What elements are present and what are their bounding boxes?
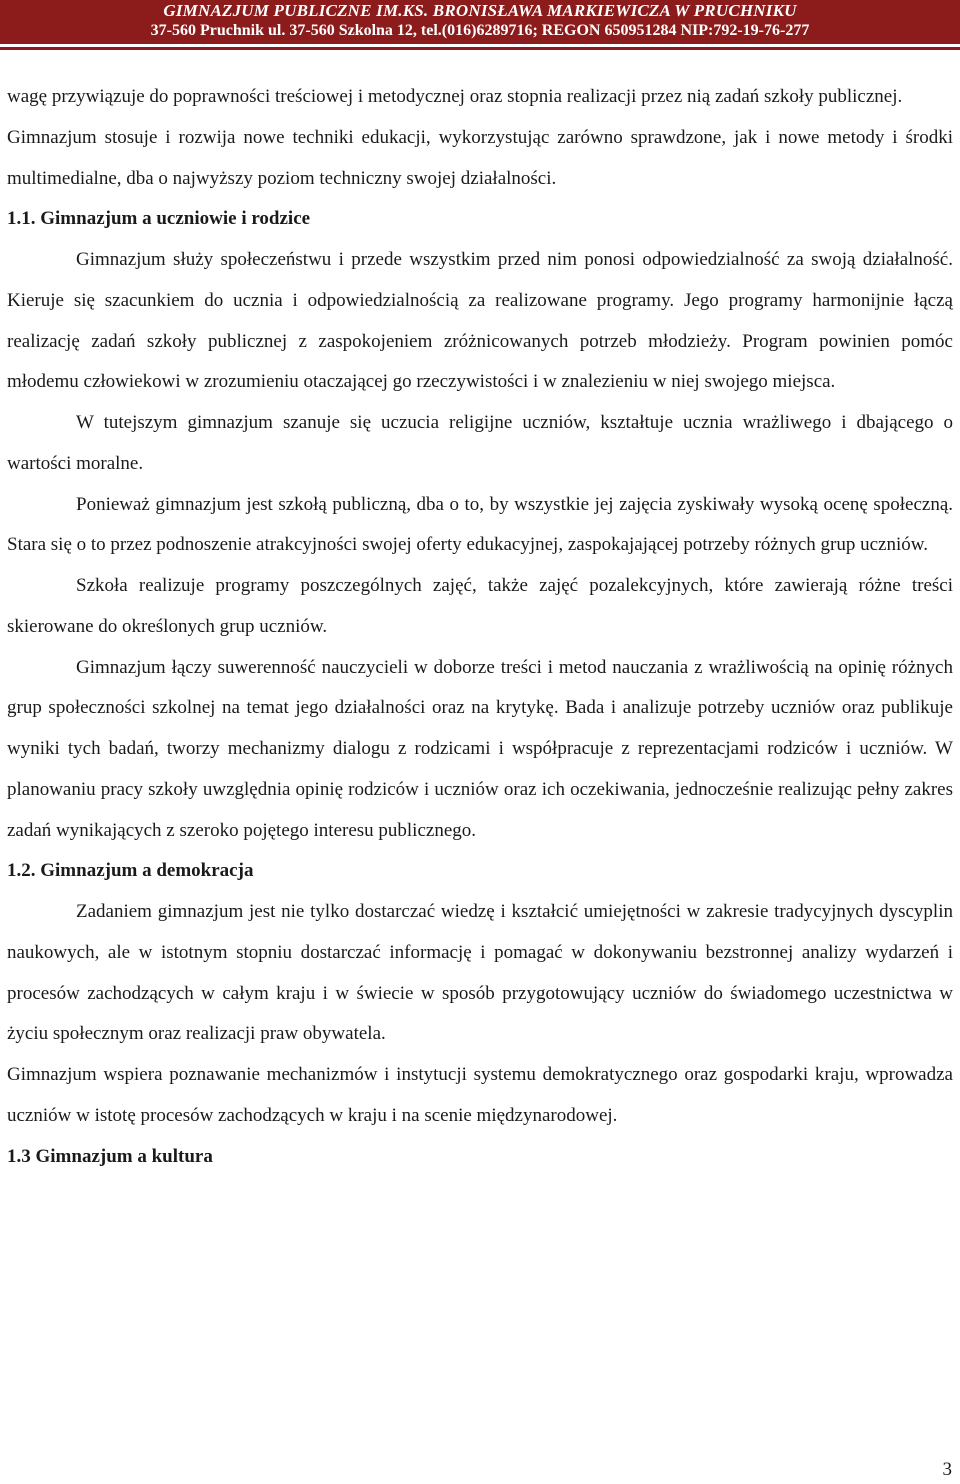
section-heading-democracy: 1.2. Gimnazjum a demokracja (7, 860, 254, 882)
school-address: 37-560 Pruchnik ul. 37-560 Szkolna 12, tel.(016)6289716; REGON 650951284 NIP:792-19-76-277 (150, 22, 810, 39)
header-divider (0, 47, 960, 50)
section-heading-students-parents: 1.1. Gimnazjum a uczniowie i rodzice (7, 208, 311, 230)
page-number: 3 (942, 1459, 952, 1480)
paragraph-responsibility: Gimnazjum służy społeczeństwu i przede wszystkim przed nim ponosi odpowiedzialność za swoją działalność. Kieruje się szacunkiem do ucznia i odpowiedzialnością za realizowane programy. Jego programy harmonijnie łączą realizację zadań szkoły publicznej z zaspokojeniem zróżnicowanych potrzeb młodzieży. Program powinien pomóc młodemu człowiekowi w zrozumieniu otaczającej go rzeczywistości i w znalezieniu w niej swojego miejsca. (7, 249, 953, 393)
school-name: GIMNAZJUM PUBLICZNE IM.KS. BRONISŁAWA MARKIEWICZA W PRUCHNIKU (163, 1, 797, 20)
paragraph-knowledge: Zadaniem gimnazjum jest nie tylko dostarczać wiedzę i kształcić umiejętności w zakresie tradycyjnych dyscyplin naukowych, ale w istotnym stopniu dostarczać informację i pomagać w dokonywaniu bezstronnej analizy wydarzeń i procesów zachodzących w całym kraju i w świecie w sposób przygotowujący uczniów do świadomego uczestnictwa w życiu społecznym oraz realizacji praw obywatela. (7, 901, 953, 1045)
paragraph-teachers: Gimnazjum łączy suwerenność nauczycieli w doborze treści i metod nauczania z wrażliwością na opinię różnych grup społeczności szkolnej na temat jego działalności oraz na krytykę. Bada i analizuje potrzeby uczniów oraz publikuje wyniki tych badań, tworzy mechanizmy dialogu z rodzicami i współpracuje z reprezentacjami rodziców i uczniów. W planowaniu pracy szkoły uwzględnia opinię rodziców i uczniów oraz ich oczekiwania, jednocześnie realizując pełny zakres zadań wynikających z szeroko pojętego interesu publicznego. (7, 656, 953, 841)
paragraph-continued: wagę przywiązuje do poprawności treściowej i metodycznej oraz stopnia realizacji przez nią zadań szkoły publicznej. (7, 86, 903, 107)
page-header (0, 0, 960, 44)
paragraph-public-school: Ponieważ gimnazjum jest szkołą publiczną, dba o to, by wszystkie jej zajęcia zyskiwały wysoką ocenę społeczną. Stara się o to przez podnoszenie atrakcyjności swojej oferty edukacyjnej, zaspokajającej potrzeby różnych grup uczniów. (7, 493, 953, 556)
paragraph-programs: Szkoła realizuje programy poszczególnych zajęć, także zajęć pozalekcyjnych, które zawierają różne treści skierowane do określonych grup uczniów. (7, 575, 953, 637)
paragraph-techniques: Gimnazjum stosuje i rozwija nowe techniki edukacji, wykorzystując zarówno sprawdzone, jak i nowe metody i środki multimedialne, dba o najwyższy poziom techniczny swojej działalności. (7, 126, 953, 189)
section-heading-culture: 1.3 Gimnazjum a kultura (7, 1145, 213, 1167)
paragraph-religion: W tutejszym gimnazjum szanuje się uczucia religijne uczniów, kształtuje ucznia wrażliwego i dbającego o wartości moralne. (7, 412, 953, 474)
paragraph-democratic-system: Gimnazjum wspiera poznawanie mechanizmów i instytucji systemu demokratycznego oraz gospodarki kraju, wprowadza uczniów w istotę procesów zachodzących w kraju i na scenie międzynarodowej. (7, 1064, 953, 1126)
document-body (7, 77, 953, 1177)
